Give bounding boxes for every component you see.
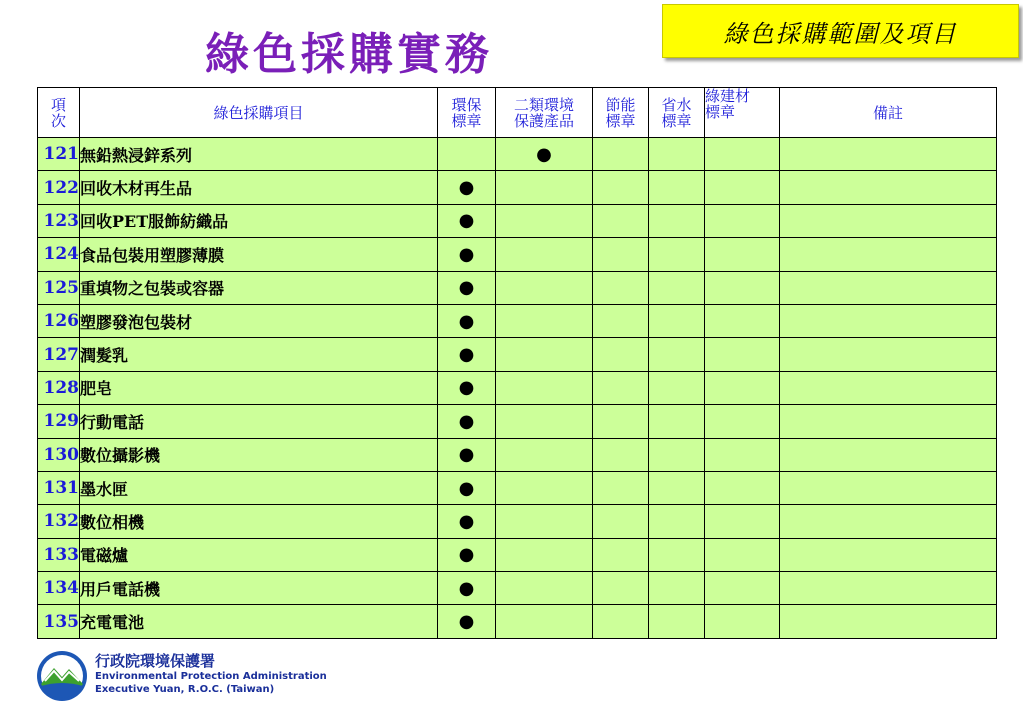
row-water-mark — [649, 572, 705, 605]
col-header-water: 省水 標章 — [649, 88, 705, 138]
row-eco-label-mark: ● — [438, 238, 496, 271]
row-green-building-mark — [705, 605, 780, 638]
row-item-name: 潤髮乳 — [80, 338, 438, 371]
col-header-item: 綠色採購項目 — [80, 88, 438, 138]
row-eco-label-mark: ● — [438, 371, 496, 404]
row-energy-mark — [593, 471, 649, 504]
row-water-mark — [649, 471, 705, 504]
row-energy-mark — [593, 238, 649, 271]
row-remarks — [780, 204, 997, 237]
row-green-building-mark — [705, 204, 780, 237]
row-number: 130 — [38, 438, 80, 471]
row-remarks — [780, 605, 997, 638]
row-energy-mark — [593, 204, 649, 237]
row-eco-label-mark: ● — [438, 171, 496, 204]
row-type2-mark — [496, 438, 593, 471]
row-eco-label-mark: ● — [438, 271, 496, 304]
row-item-name: 用戶電話機 — [80, 572, 438, 605]
row-type2-mark — [496, 271, 593, 304]
row-remarks — [780, 405, 997, 438]
table-row — [38, 538, 997, 571]
row-number: 125 — [38, 271, 80, 304]
table-row — [38, 605, 997, 638]
table-row — [38, 338, 997, 371]
col-header-type2: 二類環境 保護產品 — [496, 88, 593, 138]
row-type2-mark — [496, 605, 593, 638]
row-item-name: 重填物之包裝或容器 — [80, 271, 438, 304]
page-title: 綠色採購實務 — [205, 29, 493, 80]
row-green-building-mark — [705, 171, 780, 204]
row-item-name: 電磁爐 — [80, 538, 438, 571]
row-remarks — [780, 572, 997, 605]
row-energy-mark — [593, 171, 649, 204]
table-row — [38, 271, 997, 304]
row-energy-mark — [593, 271, 649, 304]
row-number: 123 — [38, 204, 80, 237]
row-water-mark — [649, 371, 705, 404]
table-row — [38, 204, 997, 237]
row-eco-label-mark: ● — [438, 605, 496, 638]
table-row — [38, 171, 997, 204]
row-type2-mark — [496, 204, 593, 237]
row-number: 128 — [38, 371, 80, 404]
row-water-mark — [649, 538, 705, 571]
row-eco-label-mark: ● — [438, 471, 496, 504]
row-eco-label-mark: ● — [438, 438, 496, 471]
row-item-name: 回收木材再生品 — [80, 171, 438, 204]
row-item-name: 墨水匣 — [80, 471, 438, 504]
col-header-no: 項 次 — [38, 88, 80, 138]
row-water-mark — [649, 304, 705, 337]
row-remarks — [780, 438, 997, 471]
row-remarks — [780, 304, 997, 337]
row-green-building-mark — [705, 371, 780, 404]
row-number: 134 — [38, 572, 80, 605]
row-type2-mark — [496, 405, 593, 438]
col-header-green-building: 綠建材 標章 — [705, 88, 780, 138]
row-number: 133 — [38, 538, 80, 571]
row-water-mark — [649, 204, 705, 237]
section-label-box — [662, 4, 1019, 58]
row-water-mark — [649, 338, 705, 371]
row-eco-label-mark: ● — [438, 538, 496, 571]
row-eco-label-mark: ● — [438, 505, 496, 538]
row-energy-mark — [593, 505, 649, 538]
row-energy-mark — [593, 304, 649, 337]
row-green-building-mark — [705, 572, 780, 605]
row-water-mark — [649, 171, 705, 204]
table-row — [38, 471, 997, 504]
row-water-mark — [649, 138, 705, 171]
row-number: 124 — [38, 238, 80, 271]
row-water-mark — [649, 405, 705, 438]
table-row — [38, 238, 997, 271]
table-row — [38, 438, 997, 471]
table-row — [38, 505, 997, 538]
section-label: 綠色採購範圍及項目 — [723, 19, 958, 48]
row-eco-label-mark: ● — [438, 338, 496, 371]
row-number: 129 — [38, 405, 80, 438]
table-row — [38, 371, 997, 404]
epa-mountain-logo-icon — [36, 650, 88, 702]
org-block — [95, 652, 327, 696]
row-item-name: 塑膠發泡包裝材 — [80, 304, 438, 337]
row-energy-mark — [593, 338, 649, 371]
row-number: 131 — [38, 471, 80, 504]
row-energy-mark — [593, 572, 649, 605]
row-water-mark — [649, 271, 705, 304]
row-eco-label-mark: ● — [438, 204, 496, 237]
row-remarks — [780, 505, 997, 538]
row-item-name: 回收PET服飾紡織品 — [80, 204, 438, 237]
row-number: 126 — [38, 304, 80, 337]
table-row — [38, 138, 997, 171]
row-energy-mark — [593, 605, 649, 638]
row-water-mark — [649, 438, 705, 471]
col-header-eco-label: 環保 標章 — [438, 88, 496, 138]
green-procurement-table — [37, 87, 997, 639]
row-energy-mark — [593, 371, 649, 404]
row-number: 132 — [38, 505, 80, 538]
col-header-energy: 節能 標章 — [593, 88, 649, 138]
org-name-en-line1: Environmental Protection Administration — [95, 671, 327, 682]
row-green-building-mark — [705, 238, 780, 271]
row-eco-label-mark — [438, 138, 496, 171]
row-energy-mark — [593, 405, 649, 438]
row-green-building-mark — [705, 471, 780, 504]
row-green-building-mark — [705, 304, 780, 337]
row-green-building-mark — [705, 138, 780, 171]
row-eco-label-mark: ● — [438, 572, 496, 605]
row-type2-mark — [496, 538, 593, 571]
row-number: 135 — [38, 605, 80, 638]
row-green-building-mark — [705, 271, 780, 304]
row-remarks — [780, 138, 997, 171]
row-remarks — [780, 538, 997, 571]
row-type2-mark — [496, 471, 593, 504]
table-row — [38, 405, 997, 438]
row-green-building-mark — [705, 505, 780, 538]
row-remarks — [780, 238, 997, 271]
col-header-remarks: 備註 — [780, 88, 997, 138]
table-row — [38, 304, 997, 337]
row-energy-mark — [593, 438, 649, 471]
row-remarks — [780, 271, 997, 304]
row-green-building-mark — [705, 405, 780, 438]
row-type2-mark — [496, 171, 593, 204]
row-type2-mark — [496, 505, 593, 538]
row-water-mark — [649, 505, 705, 538]
row-number: 127 — [38, 338, 80, 371]
org-name-zh: 行政院環境保護署 — [95, 652, 216, 670]
row-eco-label-mark: ● — [438, 405, 496, 438]
row-item-name: 充電電池 — [80, 605, 438, 638]
org-name-en-line2: Executive Yuan, R.O.C. (Taiwan) — [95, 684, 275, 695]
row-type2-mark — [496, 238, 593, 271]
row-type2-mark — [496, 304, 593, 337]
row-item-name: 無鉛熱浸鋅系列 — [80, 138, 438, 171]
row-water-mark — [649, 238, 705, 271]
row-green-building-mark — [705, 338, 780, 371]
row-water-mark — [649, 605, 705, 638]
table-body — [38, 138, 997, 639]
row-item-name: 數位攝影機 — [80, 438, 438, 471]
row-type2-mark — [496, 572, 593, 605]
row-green-building-mark — [705, 438, 780, 471]
row-number: 122 — [38, 171, 80, 204]
row-item-name: 食品包裝用塑膠薄膜 — [80, 238, 438, 271]
row-eco-label-mark: ● — [438, 304, 496, 337]
table-row — [38, 572, 997, 605]
row-remarks — [780, 371, 997, 404]
row-energy-mark — [593, 538, 649, 571]
row-energy-mark — [593, 138, 649, 171]
row-type2-mark — [496, 371, 593, 404]
row-type2-mark: ● — [496, 138, 593, 171]
row-item-name: 行動電話 — [80, 405, 438, 438]
table-header-row — [38, 88, 997, 138]
row-remarks — [780, 471, 997, 504]
row-remarks — [780, 171, 997, 204]
row-remarks — [780, 338, 997, 371]
row-item-name: 數位相機 — [80, 505, 438, 538]
row-type2-mark — [496, 338, 593, 371]
row-item-name: 肥皂 — [80, 371, 438, 404]
row-number: 121 — [38, 138, 80, 171]
row-green-building-mark — [705, 538, 780, 571]
